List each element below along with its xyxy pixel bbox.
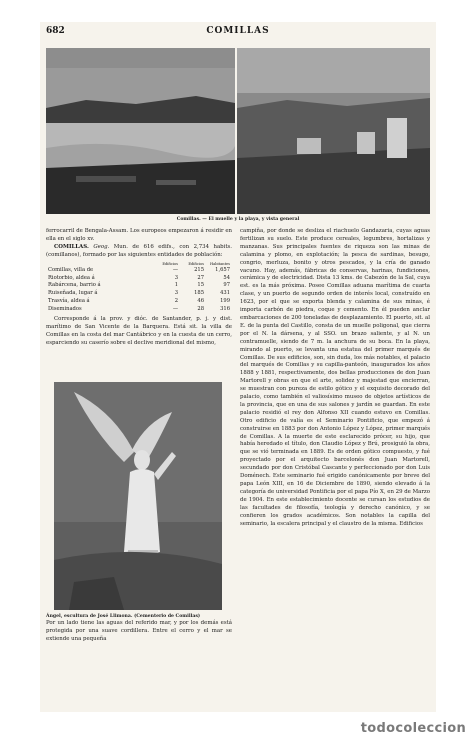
table-cell: 97 xyxy=(223,282,230,289)
page-title: COMILLAS xyxy=(206,26,270,36)
population-table xyxy=(46,261,232,314)
table-cell: 15 xyxy=(197,282,204,289)
left-column xyxy=(46,228,232,348)
table-row xyxy=(46,306,232,314)
right-column xyxy=(240,228,430,528)
angel-caption-block xyxy=(46,614,232,644)
location-paragraph: Corresponde á la prov. y dióc. de Santander, p. j. y dist. marítimo de San Vicente de la Barquera. Está sit. la villa de Comillas en la costa del mar Cantábrico y en la cuesta de un cerro, esparciendo su caserío sobre el declive meridional del mismo, xyxy=(46,316,232,346)
table-cell: Ruiseñada, lugar á xyxy=(48,290,98,297)
table-row xyxy=(46,267,232,275)
entry-geo-label: Geog. xyxy=(93,243,110,250)
entry-text: Mun. de 616 edifs., con 2,734 habits. (comillanos), formado por las siguientes entidades de población: xyxy=(46,243,233,258)
table-cell: 3 xyxy=(174,274,178,281)
table-cell: 185 xyxy=(194,290,204,297)
table-cell: 215 xyxy=(194,266,204,273)
table-cell: 2 xyxy=(174,298,178,305)
angel-sculpture-photo xyxy=(54,382,222,610)
watermark-logo: todocoleccion xyxy=(360,721,466,736)
table-header: Edificios xyxy=(162,261,178,266)
top-photo-caption: Comillas. — El muelle y la playa, y vista general xyxy=(176,217,300,222)
table-row xyxy=(46,298,232,306)
table-cell: 54 xyxy=(223,274,230,281)
table-cell: 199 xyxy=(220,298,230,305)
table-cell: Riotorbio, aldea á xyxy=(48,274,95,281)
table-cell: 1 xyxy=(174,282,178,289)
closing-paragraph: Por un lado tiene las aguas del referido mar, y por los demás está protegida por una suave cordillera. Entre el cerro y el mar se extiende una pequeña xyxy=(46,620,232,642)
entry-paragraph xyxy=(46,244,232,260)
table-cell: Comillas, villa de xyxy=(48,266,94,273)
table-cell: 316 xyxy=(220,306,230,313)
book-page xyxy=(40,22,436,712)
table-cell: Trasvía, aldea á xyxy=(48,298,90,305)
table-cell: 3 xyxy=(174,290,178,297)
harbor-photo xyxy=(46,48,235,214)
table-cell: — xyxy=(172,306,178,313)
table-cell: — xyxy=(172,266,178,273)
right-column-text: campiña, por donde se desliza el riachuelo Gandazaria, cuyas aguas fertilizan su suelo. Este produce cereales, legumbres, hortalizas y manzanas. Sus principales fuentes de riqueza son las minas de calamina y plomo, en explotación; la pesca de sardinas, besugo, congrio, merluza, bonito y otros pescados, y la cría de ganado vacuno. Hay, además, fábricas de conservas, harinas, fundiciones, cerámica y de electricidad. Dista 13 kms. de Cabezón de la Sal, cuya est. es la más próxima. Posee Comillas aduana marítima de cuarta clase, y un puerto de segundo orden de interés local, construído en 1623, por el que se exporta blenda y calamina de sus minas, é importa carbón de piedra, coque y cemento. En él pueden anclar embarcaciones de 200 toneladas de desplazamiento. El puerto, sit. al E. de la punta del Castillo, consta de un muelle poligonal, que cierra por el N. la dársena, y al SSO. un brazo saliente, y al N. un contramuelle, siendo de 7 m. la anchura de su boca. En la playa, mirando al puerto, se levanta una estatua del primer marqués de Comillas. De sus edificios, son, sin duda, los más notables, el palacio del marqués de Comillas y su capilla-panteón, inaugurados los años 1888 y 1881, respectivamente, dos bellas producciones de don Juan Martorell y obras en que el arte, solidez y majestad que encierran, se muestran con pureza de estilo gótico y el exquisito decorado del palacio, como también el valiosísimo museo de objetos artísticos de la provincia, que en una de sus salones y jardín se guardan. En este palacio residió el rey don Alfonso XII cuando estuvo en Comillas. Otro edificio de valía es el Seminario Pontificio, que empezó á construirse en 1883 por don Antonio López y López, primer marqués de Comillas. A la muerte de este esclarecido prócer, su hijo, que había heredado el título, don Claudio López y Brú, prosiguió la obra, que se vió terminada en 1889. Es de orden gótico compuesto, y fué proyectado por el arquitecto barcelonés don Juan Martorell, secundado por don Cristóbal Cascante y perfeccionado por don Luis Doménech. Este seminario fué erigido canónicamente por breve del papa León XIII, en 16 de Diciembre de 1890, siendo elevado á la categoría de universidad Pontificia por el papa Pío X, en 29 de Marzo de 1904. En este establecimiento docente se cursan los estudios de las facultades de filosofía, teología y derecho canónico, y se confieren los grados académicos. Son notables la capilla del seminario, la escalera principal y el claustro de la misma. Edificios xyxy=(240,228,430,527)
table-cell: Rabárcena, barrio á xyxy=(48,282,101,289)
page-header xyxy=(40,26,436,40)
table-cell: 28 xyxy=(197,306,204,313)
page-number: 682 xyxy=(46,26,65,36)
town-view-photo xyxy=(237,48,430,214)
table-header: Edificios xyxy=(188,261,204,266)
entry-headword: COMILLAS. xyxy=(54,243,89,250)
angel-photo-caption: Ángel, escultura de José Llimona. (Cementerio de Comillas) xyxy=(46,614,201,619)
table-header: Habitantes xyxy=(209,261,230,266)
table-cell: 1,657 xyxy=(215,266,230,273)
table-cell: 431 xyxy=(220,290,230,297)
table-cell: 27 xyxy=(197,274,204,281)
intro-paragraph: ferrocarril de Bengala-Assam. Los europeos empezaron á residir en ella en el siglo xv. xyxy=(46,228,232,242)
table-cell: 46 xyxy=(197,298,204,305)
table-cell: Diseminados xyxy=(48,306,82,313)
